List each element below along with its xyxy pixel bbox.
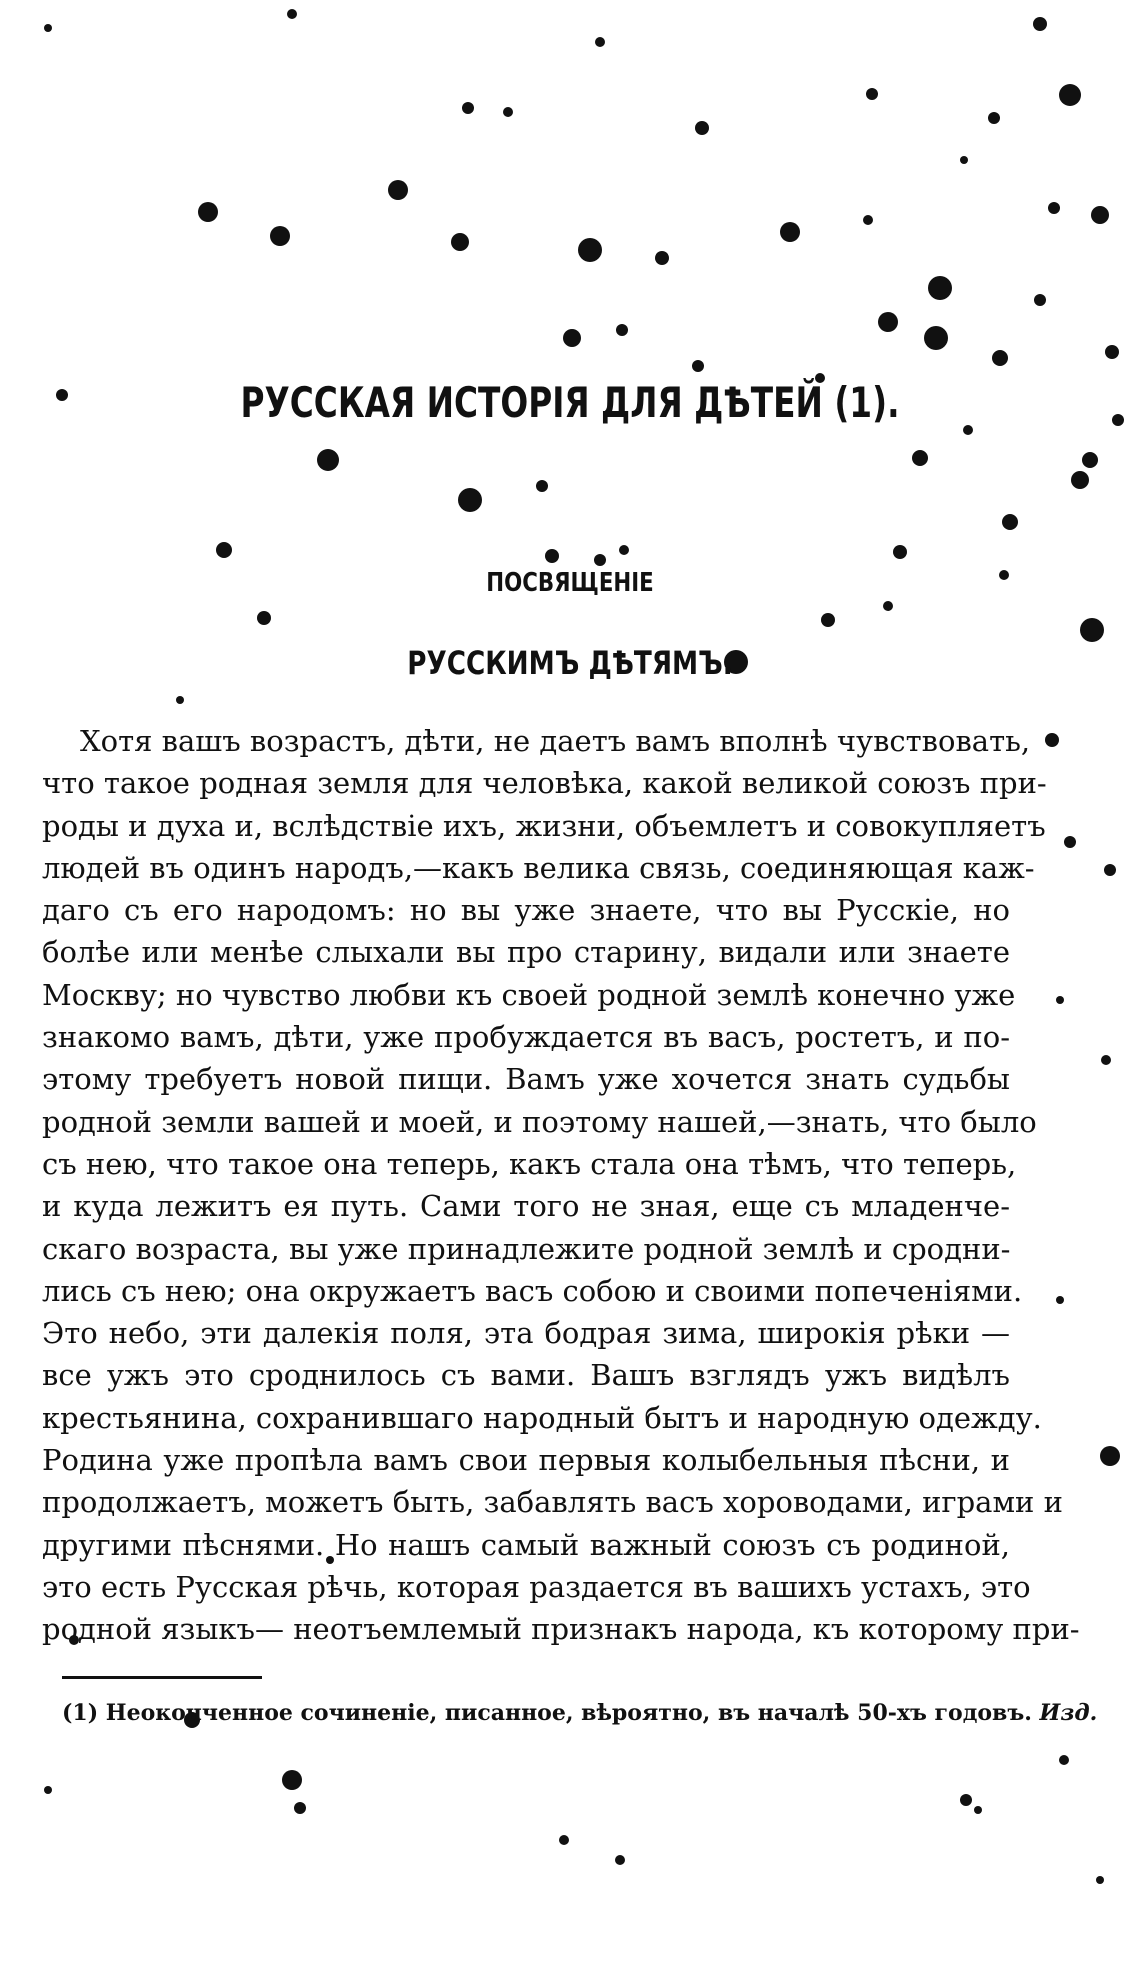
- text-line: родной языкъ— неотъемлемый признакъ народа, къ которому при-: [42, 1612, 1080, 1647]
- text-line: это есть Русская рѣчь, которая раздается въ вашихъ устахъ, это: [42, 1569, 1031, 1604]
- footnote: [62, 1700, 1098, 1726]
- text-line: лись съ нею; она окружаетъ васъ собою и своими попеченіями.: [42, 1273, 1023, 1308]
- text-line: роды и духа и, вслѣдствіе ихъ, жизни, объемлетъ и совокупляетъ: [42, 808, 1046, 843]
- text-line: Хотя вашъ возрастъ, дѣти, не даетъ вамъ вполнѣ чувствовать,: [80, 724, 1031, 758]
- text-line: что такое родная земля для человѣка, какой великой союзъ при-: [42, 766, 1047, 801]
- text-line: знакомо вамъ, дѣти, уже пробуждается въ васъ, ростетъ, и по-: [42, 1020, 1010, 1055]
- text-line: людей въ одинъ народъ,—какъ велика связь, соединяющая каж-: [42, 850, 1035, 885]
- dedication-heading: РУССКИМЪ ДѢТЯМЪ.: [407, 644, 733, 682]
- text-line: скаго возраста, вы уже принадлежите родной землѣ и сродни-: [42, 1231, 1011, 1266]
- section-heading: ПОСВЯЩЕНІЕ: [486, 568, 654, 598]
- footnote-divider: [62, 1676, 262, 1679]
- text-line: этому требуетъ новой пищи. Вамъ уже хочется знать судьбы: [42, 1062, 1010, 1097]
- text-line: родной земли вашей и моей, и поэтому нашей,—знать, что было: [42, 1104, 1037, 1139]
- text-line: Москву; но чувство любви къ своей родной землѣ конечно уже: [42, 977, 1016, 1012]
- text-line: съ нею, что такое она теперь, какъ стала она тѣмъ, что теперь,: [42, 1146, 1017, 1181]
- text-line: Родина уже пропѣла вамъ свои первыя колыбельныя пѣсни, и: [42, 1443, 1010, 1478]
- text-line: болѣе или менѣе слыхали вы про старину, видали или знаете: [42, 935, 1010, 970]
- text-line: продолжаетъ, можетъ быть, забавлять васъ хороводами, играми и: [42, 1485, 1063, 1520]
- footnote-editor-mark: Изд.: [1039, 1700, 1098, 1726]
- text-line: другими пѣснями. Но нашъ самый важный союзъ съ родиной,: [42, 1527, 1010, 1562]
- text-line: даго съ его народомъ: но вы уже знаете, что вы Русскіе, но: [42, 893, 1010, 928]
- text-line: Это небо, эти далекія поля, эта бодрая зима, широкія рѣки —: [42, 1316, 1010, 1351]
- text-line: и куда лежитъ ея путь. Сами того не зная, еще съ младенче-: [42, 1189, 1010, 1224]
- text-line: крестьянина, сохранившаго народный бытъ и народную одежду.: [42, 1400, 1042, 1435]
- body-text: [42, 720, 1080, 1651]
- footnote-text: (1) Неоконченное сочиненіе, писанное, вѣроятно, въ началѣ 50-хъ годовъ.: [62, 1700, 1032, 1726]
- text-line: все ужъ это сроднилось съ вами. Вашъ взглядъ ужъ видѣлъ: [42, 1358, 1010, 1393]
- page-title: РУССКАЯ ИСТОРІЯ ДЛЯ ДѢТЕЙ (1).: [240, 378, 900, 427]
